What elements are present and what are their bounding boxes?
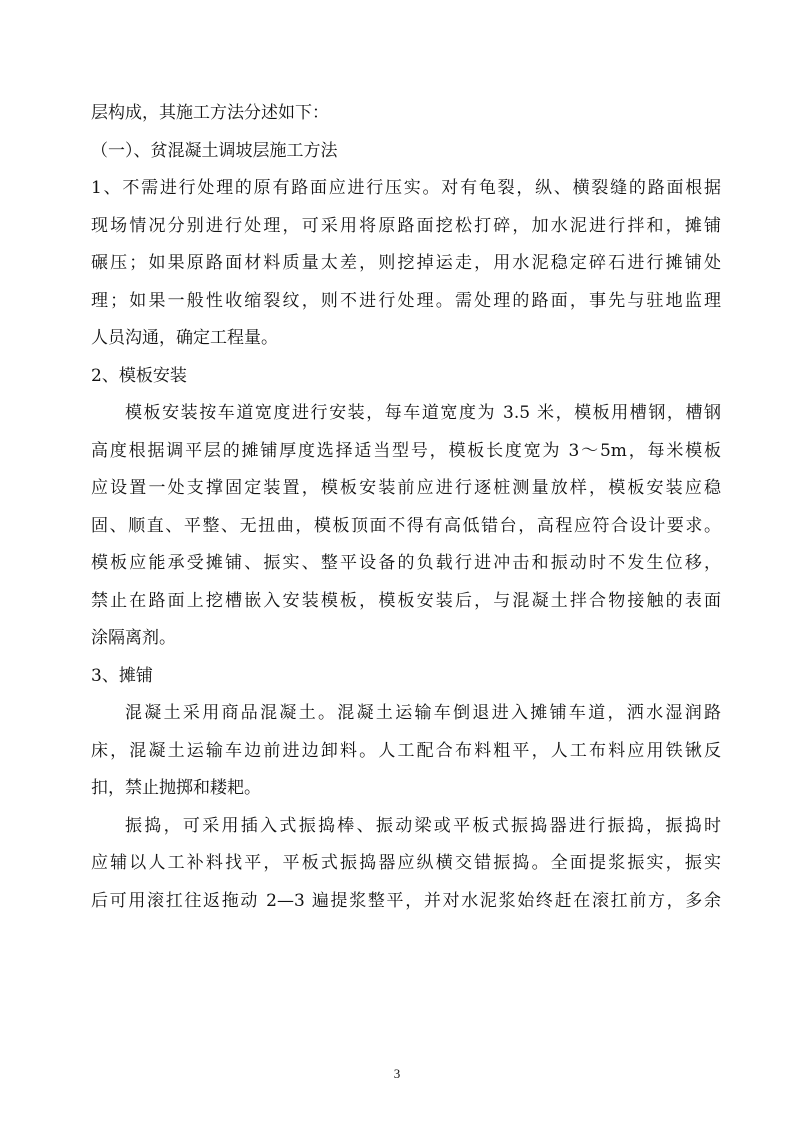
text-line: 后可用滚扛往返拖动 2—3 遍提浆整平，并对水泥浆始终赶在滚扛前方，多余 (91, 890, 721, 911)
text-line: 应设置一处支撑固定装置，模板安装前应进行逐桩测量放样，模板安装应稳 (91, 478, 721, 498)
text-line: 床，混凝土运输车边前进边卸料。人工配合布料粗平，人工布料应用铁锹反 (91, 740, 721, 761)
subsection-heading: 2、模板安装 (91, 365, 187, 386)
text-line: 涂隔离剂。 (91, 628, 176, 648)
text-line: 现场情况分别进行处理，可采用将原路面挖松打碎，加水泥进行拌和，摊铺 (91, 215, 721, 236)
page-number: 3 (393, 1066, 401, 1081)
text-line: 扣，禁止抛掷和耧耙。 (91, 778, 261, 798)
text-line: 振捣，可采用插入式振捣棒、振动梁或平板式振捣器进行振捣，振捣时 (125, 815, 721, 836)
text-line: 1、不需进行处理的原有路面应进行压实。对有龟裂，纵、横裂缝的路面根据 (91, 178, 721, 198)
text-line: 层构成，其施工方法分述如下： (91, 103, 329, 123)
text-line: 混凝土采用商品混凝土。混凝土运输车倒退进入摊铺车道，洒水湿润路 (125, 703, 721, 723)
text-line: 模板应能承受摊铺、振实、整平设备的负载行进冲击和振动时不发生位移， (91, 553, 721, 573)
subsection-heading: 3、摊铺 (91, 665, 153, 686)
text-line: 理；如果一般性收缩裂纹，则不进行处理。需处理的路面，事先与驻地监理 (91, 290, 721, 311)
text-line: 禁止在路面上挖槽嵌入安装模板，模板安装后，与混凝土拌合物接触的表面 (91, 590, 721, 611)
text-line: 模板安装按车道宽度进行安装，每车道宽度为 3.5 米，模板用槽钢，槽钢 (125, 403, 721, 423)
text-line: 人员沟通，确定工程量。 (91, 328, 278, 348)
text-line: 高度根据调平层的摊铺厚度选择适当型号，模板长度宽为 3～5m，每米模板 (91, 440, 721, 461)
text-line: 应辅以人工补料找平，平板式振捣器应纵横交错振捣。全面提浆振实，振实 (91, 853, 721, 873)
text-line: 固、顺直、平整、无扭曲，模板顶面不得有高低错台，高程应符合设计要求。 (91, 515, 721, 536)
text-line: 碾压；如果原路面材料质量太差，则挖掉运走，用水泥稳定碎石进行摊铺处 (91, 253, 721, 273)
section-heading: （一）、贫混凝土调坡层施工方法 (91, 140, 338, 161)
document-body (91, 101, 721, 913)
